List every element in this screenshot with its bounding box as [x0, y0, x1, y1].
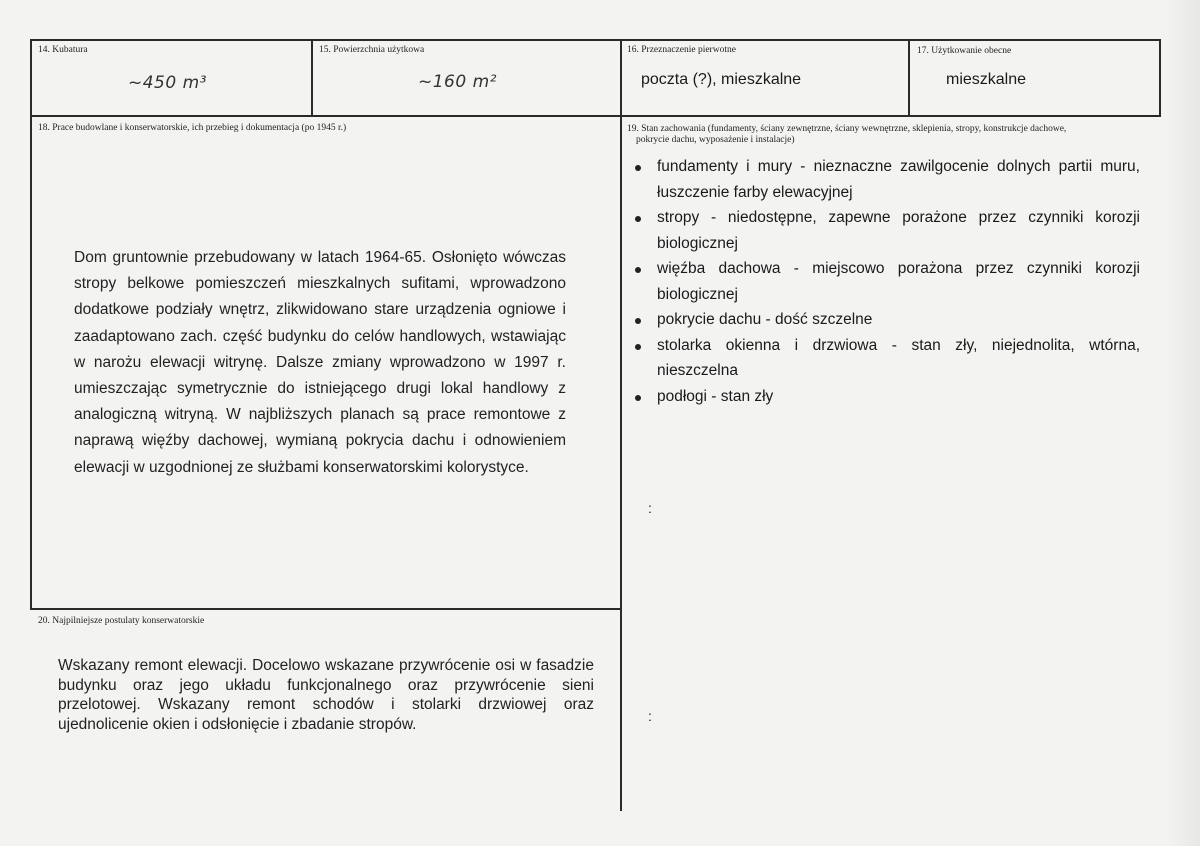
divider-center — [620, 39, 622, 811]
kubatura-label: 14. Kubatura — [38, 45, 88, 55]
postulaty-label: 20. Najpilniejsze postulaty konserwatorskie — [38, 616, 205, 626]
przeznaczenie-value: poczta (?), mieszkalne — [641, 71, 802, 88]
paper-edge-shadow — [1166, 0, 1200, 846]
uzytkowanie-label: 17. Użytkowanie obecne — [917, 46, 1012, 56]
colon-mark: : — [648, 708, 652, 724]
stan-list-item: pokrycie dachu - dość szczelne — [629, 307, 1140, 333]
bullet-icon — [635, 318, 641, 324]
bullet-icon — [635, 267, 641, 273]
colon-mark: : — [648, 500, 652, 516]
stan-list-item: więźba dachowa - miejscowo porażona przez czynniki korozji biologicznej — [629, 256, 1140, 307]
top-border — [30, 39, 1161, 41]
left-border — [30, 39, 32, 610]
stan-label-line2: pokrycie dachu, wyposażenie i instalacje) — [636, 135, 795, 145]
prace-label: 18. Prace budowlane i konserwatorskie, ich przebieg i dokumentacja (po 1945 r.) — [38, 123, 347, 133]
bullet-icon — [635, 395, 641, 401]
postulaty-text: Wskazany remont elewacji. Docelowo wskazane przywrócenie osi w fasadzie budynku oraz jego układu funkcjonalnego oraz przywrócenie sieni przelotowej. Wskazany remont schodów i stolarki drzwiowej oraz ujednolicenie okien i odsłonięcie i zbadanie stropów. — [58, 657, 594, 733]
bullet-icon — [635, 216, 641, 222]
right-border — [1159, 39, 1161, 117]
stan-list-item: stolarka okienna i drzwiowa - stan zły, niejednolita, wtórna, nieszczelna — [629, 333, 1140, 384]
przeznaczenie-label: 16. Przeznaczenie pierwotne — [627, 45, 736, 55]
bullet-icon — [635, 344, 641, 350]
stan-list — [629, 154, 1140, 409]
stan-label-line1: 19. Stan zachowania (fundamenty, ściany zewnętrzne, ściany wewnętrzne, sklepienia, stropy, konstrukcje dachowe, — [627, 124, 1067, 134]
row1-bottom-border — [30, 115, 1161, 117]
powierzchnia-label: 15. Powierzchnia użytkowa — [319, 45, 425, 55]
uzytkowanie-value: mieszkalne — [946, 71, 1027, 88]
sec20-top-border — [30, 608, 621, 610]
powierzchnia-value: ~160 m² — [418, 72, 497, 92]
kubatura-value: ~450 m³ — [128, 73, 207, 93]
stan-list-item: fundamenty i mury - nieznaczne zawilgocenie dolnych partii muru, łuszczenie farby elewacyjnej — [629, 154, 1140, 205]
stan-list-item: podłogi - stan zły — [629, 384, 1140, 410]
divider-16-17 — [908, 39, 910, 117]
stan-list-item: stropy - niedostępne, zapewne porażone przez czynniki korozji biologicznej — [629, 205, 1140, 256]
prace-text: Dom gruntownie przebudowany w latach 1964-65. Osłonięto wówczas stropy belkowe pomieszczeń mieszkalnych sufitami, wprowadzono dodatkowe podziały wnętrz, zlikwidowano stare urządzenia ogniowe i zaadaptowano zach. część budynku do celów handlowych, wstawiając w narożu elewacji witrynę. Dalsze zmiany wprowadzono w 1997 r. umieszczając symetrycznie do istniejącego drugi lokal handlowy z analogiczną witryną. W najbliższych planach są prace remontowe z naprawą więźby dachowej, wymianą pokrycia dachu i odnowieniem elewacji w uzgodnionej ze służbami konserwatorskimi kolorystyce. — [74, 249, 566, 476]
divider-14-15 — [311, 39, 313, 117]
bullet-icon — [635, 165, 641, 171]
